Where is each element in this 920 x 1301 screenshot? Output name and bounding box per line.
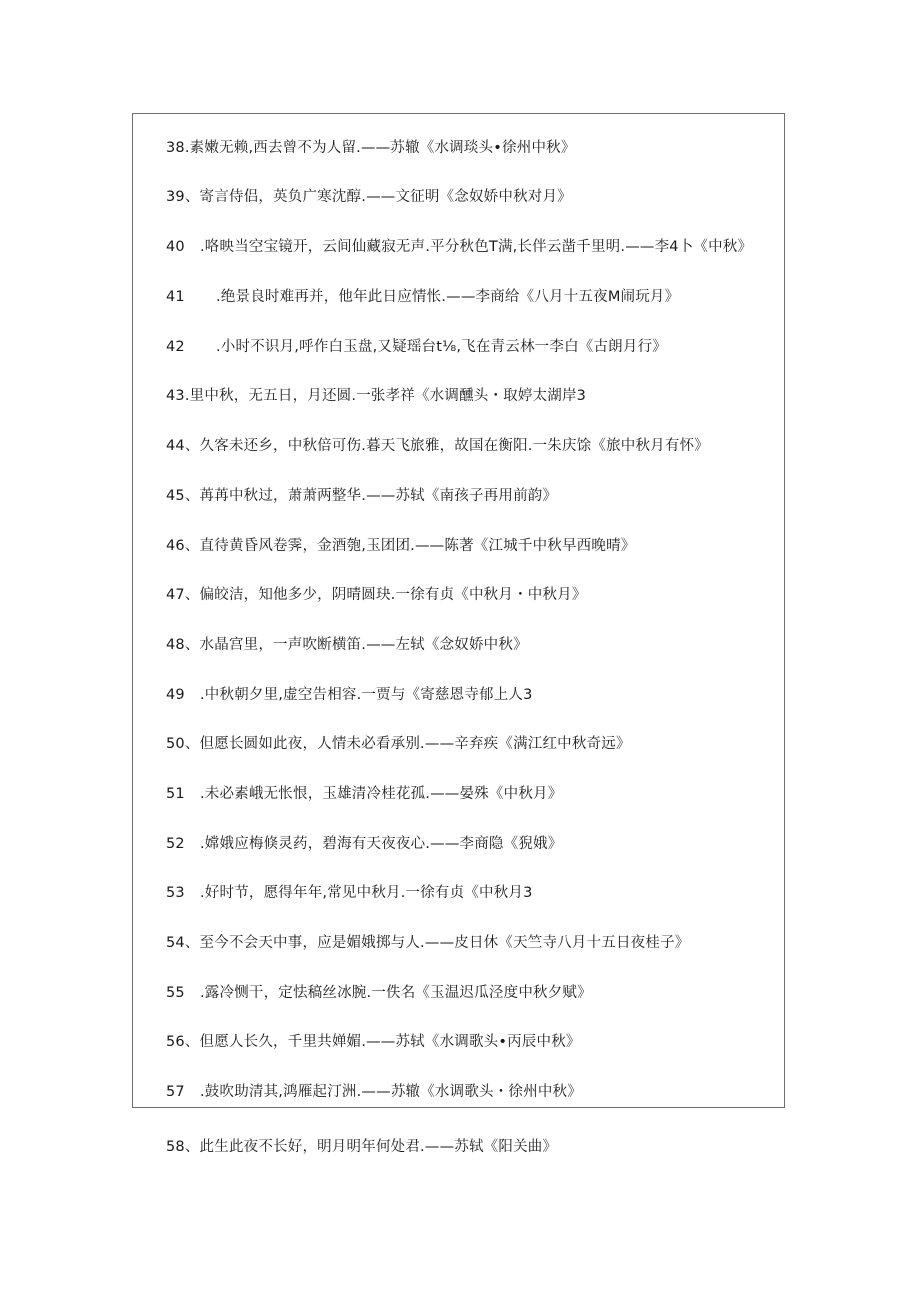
line-number: 44 — [166, 438, 185, 454]
line-text: 、偏皎洁，知他多少，阴晴圆玦.一徐有贞《中秋月・中秋月》 — [184, 587, 587, 603]
poem-line-53 — [166, 883, 533, 903]
line-text: .露冷恻干，定怯稿丝冰腕.一佚名《玉温迟瓜泾度中秋夕赋》 — [200, 985, 592, 1001]
poem-line-51 — [166, 784, 562, 804]
poem-line-43 — [166, 386, 586, 406]
line-number: 57 — [166, 1084, 185, 1100]
line-number: 56 — [166, 1034, 185, 1050]
line-text: 、但愿人长久，千里共婵媚.——苏轼《水调歌头•丙辰中秋》 — [184, 1034, 581, 1050]
line-text: .嫦娥应梅倏灵药，碧海有天夜夜心.——李商隐《猊娥》 — [200, 836, 563, 852]
line-text: .鼓吹助清其,鸿雁起汀洲.——苏辙《水调歌头・徐州中秋》 — [200, 1084, 582, 1100]
line-text: .咯映当空宝镜开，云间仙藏寂无声.平分秋色T满,长伴云凿千里明.——李4卜《中秋》 — [200, 239, 753, 255]
poem-line-38 — [166, 138, 576, 158]
line-text: 、久客未还乡，中秋倍可伤.暮天飞旅雅，故国在衡阳.一朱庆馀《旅中秋月有怀》 — [184, 438, 709, 454]
poem-line-49 — [166, 685, 533, 705]
poem-line-54 — [166, 933, 689, 953]
poem-line-40 — [166, 237, 752, 257]
poem-line-39 — [166, 187, 572, 207]
poem-line-46 — [166, 536, 635, 556]
line-number: 39 — [166, 189, 185, 205]
line-number: 47 — [166, 587, 185, 603]
line-text: .小时不识月,呼作白玉盘,又疑瑶台t⅛,飞在青云林一李白《古朗月行》 — [216, 339, 667, 355]
line-number: 45 — [166, 488, 185, 504]
line-text: 、水晶宫里，一声吹断横笛.——左轼《念奴娇中秋》 — [184, 637, 528, 653]
line-number: 50 — [166, 736, 185, 752]
line-text: 、但愿长圆如此夜，人情未必看承别.——辛弃疾《满江红中秋奇远》 — [184, 736, 631, 752]
poem-line-58 — [166, 1137, 557, 1157]
content-box — [132, 113, 785, 1108]
poem-line-52 — [166, 834, 562, 854]
poem-line-45 — [166, 486, 557, 506]
poem-line-42 — [166, 337, 667, 357]
line-number: 40 — [166, 239, 185, 255]
line-text: .绝景良时难再并，他年此日应情怅.——李商给《八月十五夜M闹玩月》 — [216, 289, 680, 305]
line-number: 53 — [166, 885, 185, 901]
line-text: .素嫩无赖,西去曾不为人留.——苏辙《水调琰头•徐州中秋》 — [184, 140, 576, 156]
line-number: 38 — [166, 140, 185, 156]
line-text: .里中秋，无五日，月还圆.一张孝祥《水调醺头・取婷太湖岸3 — [184, 388, 587, 404]
poem-line-41 — [166, 287, 679, 307]
line-number: 51 — [166, 786, 185, 802]
line-text: 、苒苒中秋过，萧萧两整华.——苏轼《南孩子再用前韵》 — [184, 488, 558, 504]
line-number: 55 — [166, 985, 185, 1001]
poem-line-55 — [166, 983, 592, 1003]
line-number: 46 — [166, 538, 185, 554]
line-text: .好时节，愿得年年,常见中秋月.一徐有贞《中秋月3 — [200, 885, 533, 901]
line-number: 41 — [166, 289, 185, 305]
line-text: .未必素峨无怅恨，玉雄清冷桂花孤.——晏殊《中秋月》 — [200, 786, 563, 802]
poem-line-50 — [166, 734, 631, 754]
poem-line-57 — [166, 1082, 582, 1102]
poem-line-47 — [166, 585, 587, 605]
line-text: 、寄言侍侣，英负广寒沈醇.——文征明《念奴娇中秋对月》 — [184, 189, 572, 205]
line-number: 58 — [166, 1139, 185, 1155]
line-text: .中秋朝夕里,虚空告相容.一贾与《寄慈恩寺郁上人3 — [200, 687, 533, 703]
line-number: 54 — [166, 935, 185, 951]
poem-line-44 — [166, 436, 709, 456]
poem-line-48 — [166, 635, 528, 655]
line-text: 、直待黄昏风卷霁，金酒匏,玉团团.——陈著《江城千中秋早西晚晴》 — [184, 538, 636, 554]
line-number: 48 — [166, 637, 185, 653]
line-number: 42 — [166, 339, 185, 355]
line-text: 、至今不会天中事，应是媚娥掷与人.——皮日休《天竺寺八月十五日夜桂子》 — [184, 935, 690, 951]
poem-line-56 — [166, 1032, 581, 1052]
line-number: 49 — [166, 687, 185, 703]
line-number: 43 — [166, 388, 185, 404]
line-number: 52 — [166, 836, 185, 852]
line-text: 、此生此夜不长好，明月明年何处君.——苏轼《阳关曲》 — [184, 1139, 558, 1155]
